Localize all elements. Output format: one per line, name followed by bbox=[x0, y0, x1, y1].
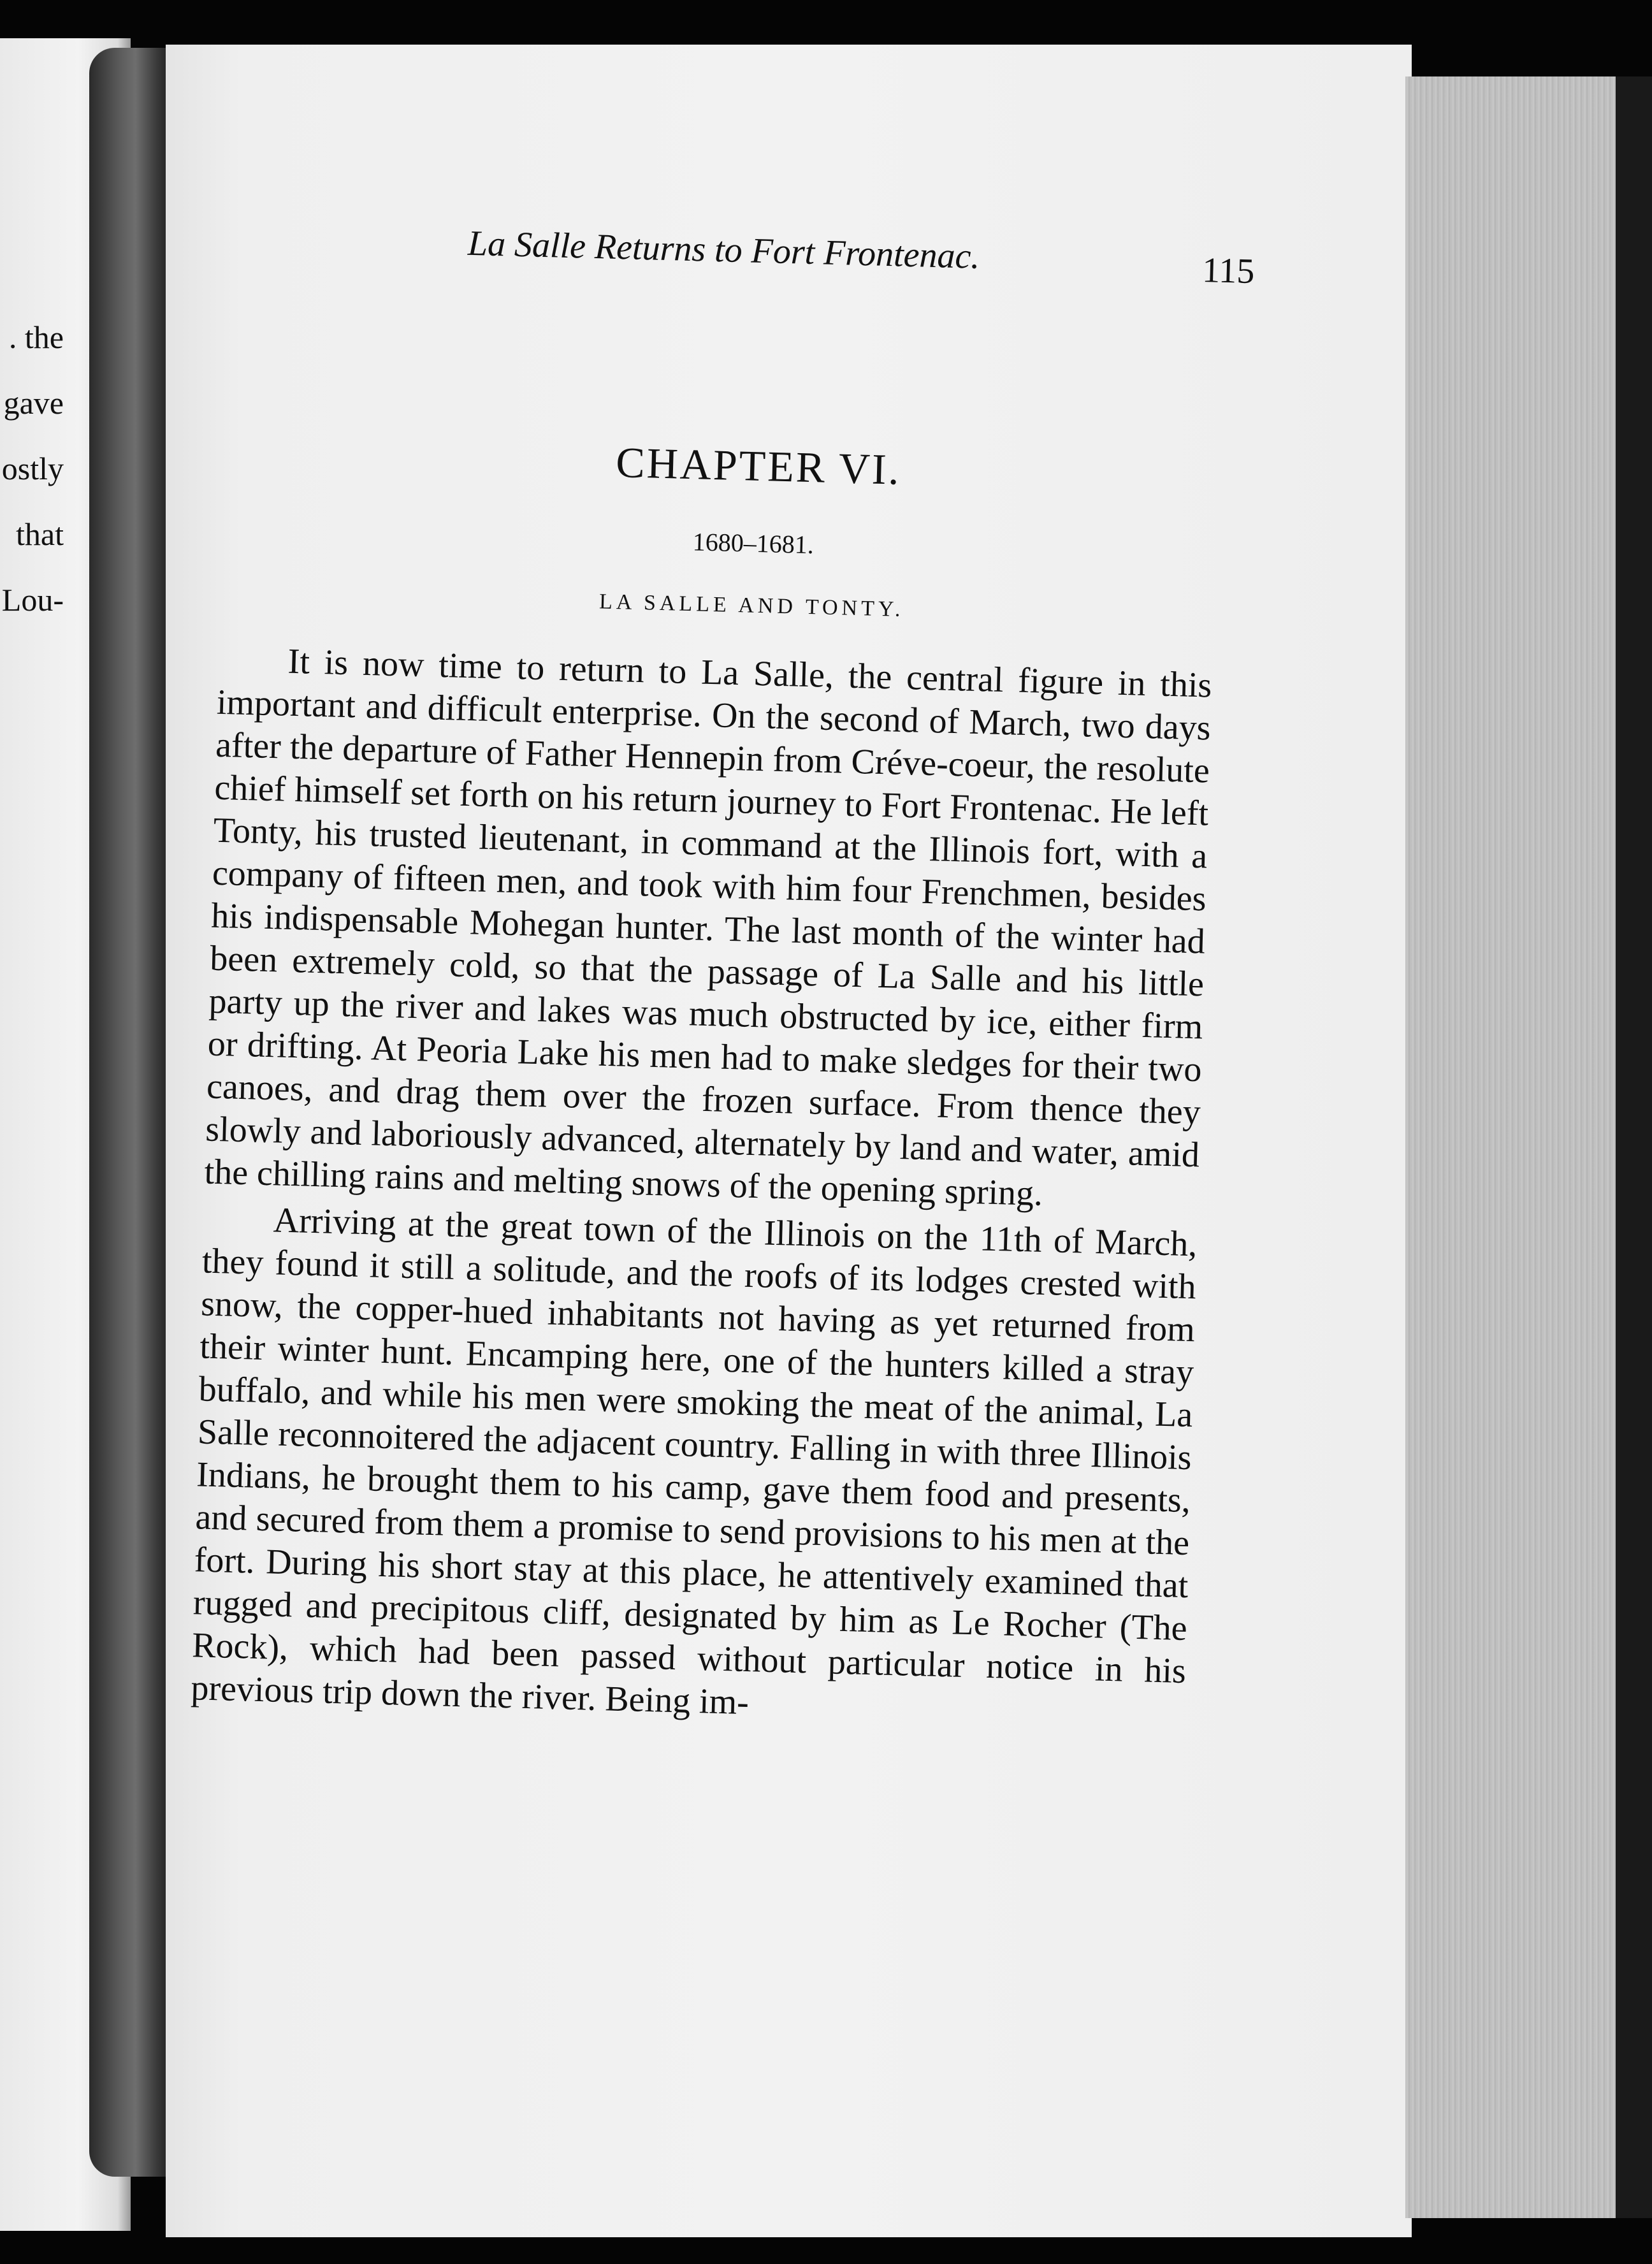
paragraph: Arriving at the great town of the Illinois on the 11th of March, they found it still a solitude, and the roofs of its lodges crested with snow, the copper-hued inhabitants not having as yet returned from their winter hunt. Encamping here, one of the hunters killed a stray buffalo, and while his men were smoking the meat of the animal, La Salle reconnoitered the adjacent country. Falling in with three Illinois Indians, he brought them to his camp, gave them food and presents, and secured from them a promise to send provisions to his men at the fort. During his short stay at this place, he attentively examined that rugged and precipitous cliff, designated by him as Le Rocher (The Rock), which had been passed without particular notice in his previous trip down the river. Being im- bbox=[190, 1200, 1198, 1723]
left-fragment-line: ostly bbox=[1, 451, 64, 486]
left-page-text bbox=[0, 305, 64, 633]
paragraph: It is now time to return to La Salle, the central figure in this important and difficult enterprise. On the second of March, two days after the departure of Father Hennepin from Créve-coeur, the resolute chief himself set forth on his return journey to Fort Frontenac. He left Tonty, his trusted lieutenant, in command at the Illinois fort, with a company of fifteen men, and took with him four Frenchmen, besides his indispensable Mohegan hunter. The last month of the winter had been extremely cold, so that the passage of La Salle and his little party up the river and lakes was much obstructed by ice, either firm or drifting. At Peoria Lake his men had to make sledges for their two canoes, and drag them over the frozen surface. From thence they slowly and laboriously advanced, alternately by land and water, amid the chilling rains and melting snows of the opening spring. bbox=[203, 641, 1213, 1214]
running-title: La Salle Returns to Fort Frontenac. bbox=[467, 223, 981, 277]
chapter-title: CHAPTER VI. bbox=[615, 438, 902, 494]
page-number: 115 bbox=[1201, 250, 1256, 292]
body-text bbox=[191, 639, 1212, 1736]
chapter-subtitle: LA SALLE AND TONTY. bbox=[598, 590, 905, 621]
left-fragment-line: gave bbox=[3, 385, 64, 421]
book-gutter bbox=[89, 48, 173, 2177]
left-fragment-line: that bbox=[16, 516, 64, 552]
chapter-years: 1680–1681. bbox=[692, 527, 815, 560]
left-fragment-line: . the bbox=[8, 319, 64, 355]
background-edge bbox=[1616, 76, 1652, 2218]
page-text-block bbox=[190, 217, 1256, 1736]
page-edges bbox=[1405, 76, 1616, 2218]
left-fragment-line: Lou- bbox=[1, 582, 64, 618]
